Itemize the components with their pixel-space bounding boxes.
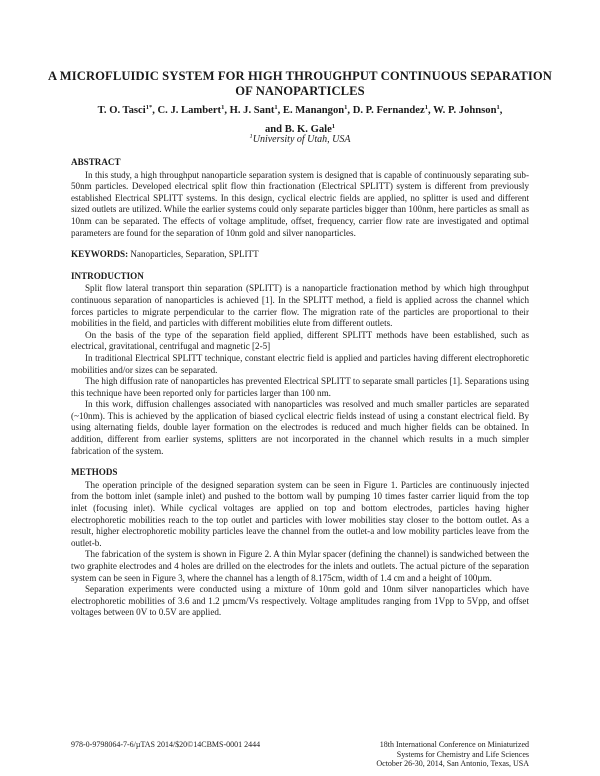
methods-heading: METHODS bbox=[71, 467, 118, 478]
author: T. O. Tasci$^{1*}$ bbox=[97, 104, 153, 116]
keywords: KEYWORDS: Nanoparticles, Separation, SPLITT bbox=[71, 249, 259, 260]
author: C. J. Lambert$^1$ bbox=[157, 104, 225, 116]
introduction-paragraph: The high diffusion rate of nanoparticles has prevented Electrical SPLITT to separate small particles [1]. Separations using this technique have been reported only for particles larger than 100 nm. bbox=[71, 376, 529, 398]
author: B. K. Gale$^1$ bbox=[284, 122, 336, 135]
paper-body bbox=[71, 157, 529, 619]
methods-paragraph: Separation experiments were conducted using a mixture of 10nm gold and 10nm silver nanoparticles which have electrophoretic mobilities of 3.6 and 1.2 µmcm/Vs respectively. Voltage amplitudes ranging from 1Vpp to 5Vpp, and offset voltages between 0V to 0.5V are applied. bbox=[71, 584, 529, 618]
author-list: T. O. Tasci$^{1*}$, C. J. Lambert$^1$, H. J. Sant$^1$, E. Manangon$^1$, D. P. Fernandez$^1$, W. P. Johnson$^1$, and B. K. Gale$^1$ bbox=[97, 104, 503, 135]
author: E. Manangon$^1$ bbox=[282, 104, 348, 116]
introduction-paragraph: On the basis of the type of the separation field applied, different SPLITT methods have been established, such as electrical, gravitational, centrifugal and magnetic [2-5] bbox=[71, 329, 529, 352]
author: D. P. Fernandez$^1$ bbox=[352, 104, 428, 116]
footer-isbn: 978-0-9798064-7-6/µTAS 2014/$20©14CBMS-0001 2444 bbox=[71, 740, 261, 749]
abstract-paragraph: In this study, a high throughput nanoparticle separation system is designed that is capable of continuously separating sub-50nm particles. Developed electrical split flow thin fractionation (Electrical SPLITT) system is different from previously established Electrical SPLITT systems. In this design, cyclical electric fields are applied, no splitter is used and different sized outlets are utilized. While the earlier systems could only separate particles bigger than 100nm, here particles as small as 10nm can be separated. The effects of voltage amplitude, offset, frequency, carrier flow rate are investigated and optimal parameters are found for the separation of 10nm gold and silver nanoparticles. bbox=[71, 169, 529, 238]
introduction-paragraph: In this work, diffusion challenges associated with nanoparticles was resolved and much smaller particles are separated (~10nm). This is achieved by the application of biased cyclical electric fields instead of using a constant electrical field. By using alternating fields, double layer formation on the electrodes is reduced and much higher fields can be obtained. In addition, different from earlier systems, splitters are not incorporated in the channel which results in a much simpler fabrication of the system. bbox=[71, 399, 529, 456]
author: H. J. Sant$^1$ bbox=[229, 104, 278, 116]
paper-title: A MICROFLUIDIC SYSTEM FOR HIGH THROUGHPUT CONTINUOUS SEPARATION OF NANOPARTICLES bbox=[48, 69, 552, 98]
author: W. P. Johnson$^1$ bbox=[433, 104, 500, 116]
introduction-paragraph: In traditional Electrical SPLITT technique, constant electric field is applied and particles having different electrophoretic mobilities and/or sizes can be separated. bbox=[71, 352, 529, 375]
abstract-heading: ABSTRACT bbox=[71, 157, 121, 167]
introduction-paragraph: Split flow lateral transport thin separation (SPLITT) is a nanoparticle fractionation method by which high throughput continuous separation of nanoparticles is achieved [1]. In the SPLITT method, a field is applied across the channel which forces particles to migrate perpendicular to the carrier flow. The migration rate of the particles are proportional to their mobilities in the field, and particles with different mobilities elute from different outlets. bbox=[71, 283, 529, 329]
methods-paragraph: The fabrication of the system is shown in Figure 2. A thin Mylar spacer (defining the channel) is sandwiched between the two graphite electrodes and 4 holes are drilled on the electrodes for the inlets and outlets. The actual picture of the separation system can be seen in Figure 3, where the channel has a length of 8.175cm, width of 1.4 cm and a height of 100µm. bbox=[71, 549, 529, 583]
affiliation: $^1$University of Utah, USA bbox=[249, 133, 351, 145]
footer-conference: 18th International Conference on Miniaturized Systems for Chemistry and Life Sciences October 26-30, 2014, San Antonio, Texas, USA bbox=[376, 740, 529, 769]
methods-paragraph: The operation principle of the designed separation system can be seen in Figure 1. Particles are continuously injected from the bottom inlet (sample inlet) and pushed to the bottom wall by pumping 10 times faster carrier liquid from the top inlet (focusing inlet). While cyclical voltages are applied on top and bottom electrodes, particles having higher electrophoretic mobilities reach to the top outlet and particles with lower mobilities stay closer to the bottom outlet. As a result, higher electrophoretic mobility particles leave the channel from the outlet-a and low mobility particles leave from the outlet-b. bbox=[71, 479, 529, 548]
introduction-heading: INTRODUCTION bbox=[71, 270, 144, 281]
